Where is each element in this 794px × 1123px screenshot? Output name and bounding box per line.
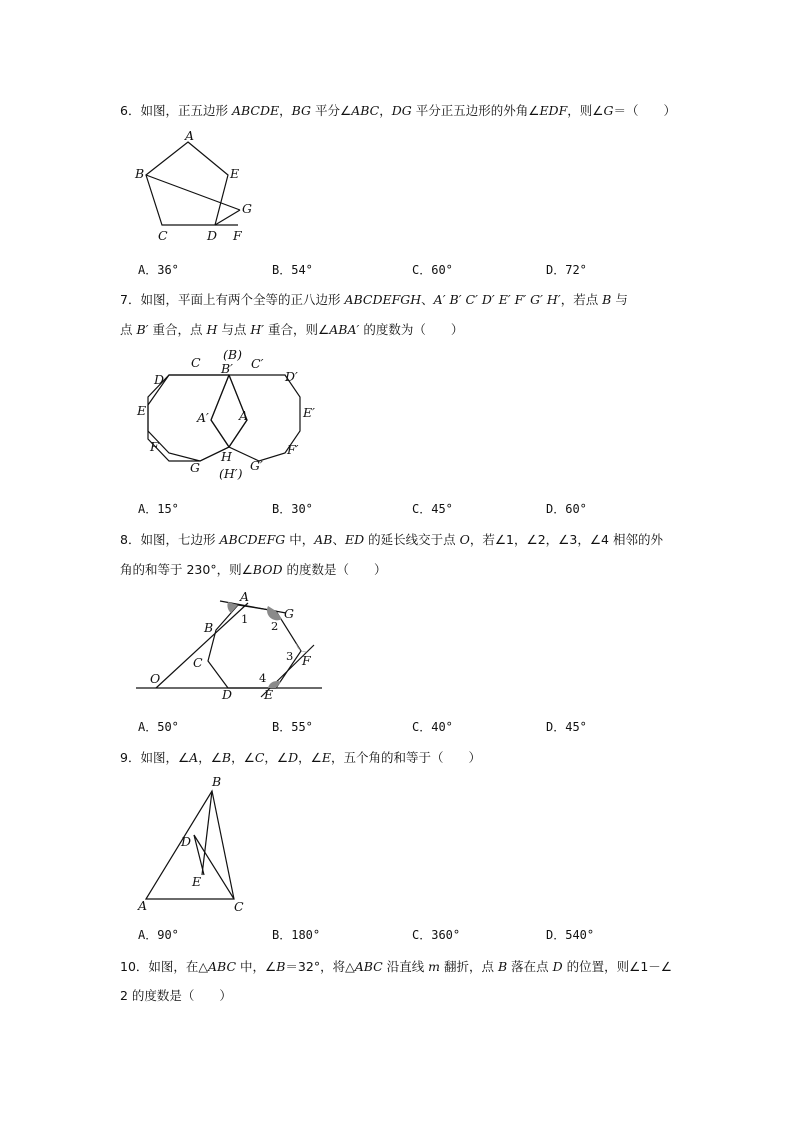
label-F: F bbox=[302, 653, 311, 668]
label-D: D bbox=[222, 687, 233, 702]
option-b[interactable]: B．30° bbox=[272, 502, 313, 516]
label-B: B bbox=[204, 620, 214, 635]
label-F: F bbox=[233, 228, 242, 243]
option-c[interactable]: C．45° bbox=[412, 502, 453, 516]
option-b[interactable]: B．180° bbox=[272, 928, 321, 942]
label-angle-2: 2 bbox=[271, 619, 279, 633]
label-C: C bbox=[158, 228, 168, 243]
label-D: D bbox=[181, 834, 192, 849]
option-a[interactable]: A．90° bbox=[138, 928, 179, 942]
label-B: B bbox=[212, 774, 222, 789]
question-8: 8．如图，七边形 ABCDEFG 中，AB、ED 的延长线交于点 O，若∠1，∠2，∠3，∠4 相邻的外 bbox=[120, 532, 663, 547]
option-b[interactable]: B．54° bbox=[272, 263, 313, 277]
label-G-prime: G′ bbox=[250, 458, 263, 473]
figure-heptagon bbox=[136, 585, 336, 705]
label-F: F bbox=[150, 439, 159, 454]
label-angle-1: 1 bbox=[241, 612, 249, 626]
label-E-prime: E′ bbox=[303, 405, 315, 420]
question-number: 8． bbox=[120, 532, 141, 547]
option-d[interactable]: D．72° bbox=[546, 263, 587, 277]
label-E: E bbox=[192, 874, 202, 889]
option-b[interactable]: B．55° bbox=[272, 720, 313, 734]
question-number: 7． bbox=[120, 292, 141, 307]
option-d[interactable]: D．60° bbox=[546, 502, 587, 516]
label-D: D bbox=[207, 228, 218, 243]
label-B-paren: (B) bbox=[223, 347, 242, 362]
label-G: G bbox=[190, 460, 200, 475]
question-8-line2: 角的和等于 230°，则∠BOD 的度数是（ ） bbox=[120, 562, 387, 577]
label-H-paren: (H′) bbox=[219, 466, 243, 481]
question-number: 9． bbox=[120, 750, 141, 765]
label-D: D bbox=[154, 372, 165, 387]
label-angle-4: 4 bbox=[259, 671, 267, 685]
label-C: C bbox=[193, 655, 203, 670]
label-E: E bbox=[264, 687, 274, 702]
q-text: 如图，正五边形 bbox=[140, 103, 232, 118]
label-B: B bbox=[135, 166, 145, 181]
question-7: 7．如图，平面上有两个全等的正八边形 ABCDEFGH、A′ B′ C′ D′ E′ F′ G′ H′，若点 B 与 bbox=[120, 292, 628, 307]
question-10-line2: 2 的度数是（ ） bbox=[120, 988, 232, 1003]
question-number: 10． bbox=[120, 959, 149, 974]
label-C: C bbox=[234, 899, 244, 914]
option-c[interactable]: C．360° bbox=[412, 928, 461, 942]
question-10: 10．如图，在△ABC 中，∠B＝32°，将△ABC 沿直线 m 翻折，点 B 落在点 D 的位置，则∠1－∠ bbox=[120, 959, 672, 974]
option-c[interactable]: C．40° bbox=[412, 720, 453, 734]
label-G: G bbox=[284, 606, 294, 621]
label-A: A bbox=[239, 408, 249, 423]
figure-pentagon bbox=[130, 130, 270, 250]
question-6: 6．如图，正五边形 ABCDE，BG 平分∠ABC，DG 平分正五边形的外角∠EDF，则∠G＝（ ） bbox=[120, 103, 676, 118]
label-A-prime: A′ bbox=[197, 410, 209, 425]
option-a[interactable]: A．36° bbox=[138, 263, 179, 277]
label-H: H bbox=[221, 449, 232, 464]
option-d[interactable]: D．540° bbox=[546, 928, 595, 942]
figure-octagons bbox=[135, 345, 335, 485]
question-7-line2: 点 B′ 重合，点 H 与点 H′ 重合，则∠ABA′ 的度数为（ ） bbox=[120, 322, 464, 337]
q6-options bbox=[138, 261, 587, 278]
option-a[interactable]: A．15° bbox=[138, 502, 179, 516]
label-C-prime: C′ bbox=[251, 356, 264, 371]
label-F-prime: F′ bbox=[287, 442, 299, 457]
option-d[interactable]: D．45° bbox=[546, 720, 587, 734]
question-number: 6． bbox=[120, 103, 141, 118]
q7-options bbox=[138, 500, 587, 517]
label-G: G bbox=[242, 201, 252, 216]
label-E: E bbox=[137, 403, 147, 418]
option-c[interactable]: C．60° bbox=[412, 263, 453, 277]
label-E: E bbox=[230, 166, 240, 181]
question-9: 9．如图，∠A，∠B，∠C，∠D，∠E，五个角的和等于（ ） bbox=[120, 750, 482, 765]
option-a[interactable]: A．50° bbox=[138, 720, 179, 734]
figure-star bbox=[136, 775, 256, 915]
label-angle-3: 3 bbox=[286, 649, 294, 663]
label-C: C bbox=[191, 355, 201, 370]
label-D-prime: D′ bbox=[285, 369, 298, 384]
label-A: A bbox=[240, 589, 250, 604]
q9-options bbox=[138, 926, 594, 943]
label-A: A bbox=[185, 128, 195, 143]
label-O: O bbox=[150, 671, 161, 686]
label-B-prime: B′ bbox=[221, 361, 234, 376]
label-A: A bbox=[138, 898, 148, 913]
q8-options bbox=[138, 718, 587, 735]
